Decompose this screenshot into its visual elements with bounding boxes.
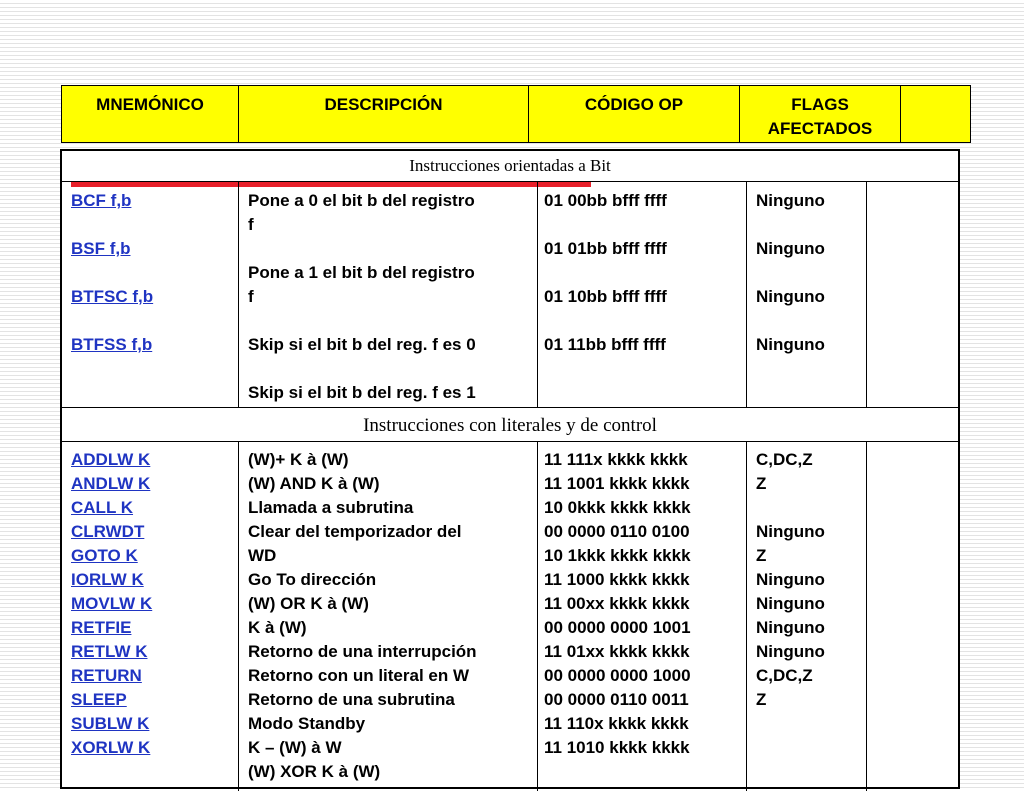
description-text: Pone a 1 el bit b del registro xyxy=(248,263,475,282)
opcode-text: 11 01xx kkkk kkkk xyxy=(544,642,690,661)
flags-text: Ninguno xyxy=(756,191,825,210)
mnemonic-link-goto[interactable]: GOTO K xyxy=(71,546,138,565)
description-text: Llamada a subrutina xyxy=(248,498,414,517)
opcode-text: 01 11bb bfff ffff xyxy=(544,335,666,354)
opcode-text: 11 110x kkkk kkkk xyxy=(544,714,689,733)
opcode-text: 00 0000 0110 0100 xyxy=(544,522,690,541)
flags-text xyxy=(756,496,825,520)
description-text: (W) OR K à (W) xyxy=(248,594,369,613)
header-mnemonico: MNEMÓNICO xyxy=(62,86,239,142)
column-divider xyxy=(866,181,867,408)
description-text: f xyxy=(248,215,254,234)
section-title-literal: Instrucciones con literales y de control xyxy=(363,415,657,436)
opcode-text: 11 1010 kkkk kkkk xyxy=(544,738,690,757)
description-text: (W) XOR K à (W) xyxy=(248,762,381,781)
header-flags xyxy=(740,86,901,142)
flags-text: Ninguno xyxy=(756,239,825,258)
literal-flags-column xyxy=(756,448,825,712)
mnemonic-link-sublw[interactable]: SUBLW K xyxy=(71,714,150,733)
opcode-text: 10 0kkk kkkk kkkk xyxy=(544,498,691,517)
header-flags-line2: AFECTADOS xyxy=(767,119,873,138)
description-text: K – (W) à W xyxy=(248,738,342,757)
mnemonic-link-movlw[interactable]: MOVLW K xyxy=(71,594,153,613)
mnemonic-link-retlw[interactable]: RETLW K xyxy=(71,642,148,661)
description-text: K à (W) xyxy=(248,618,307,637)
column-divider xyxy=(537,181,538,408)
literal-opcode-column xyxy=(544,448,691,760)
column-divider xyxy=(238,181,239,408)
bit-mnemonic-column xyxy=(71,189,153,357)
opcode-text: 00 0000 0000 1000 xyxy=(544,666,691,685)
mnemonic-link-bsf[interactable]: BSF f,b xyxy=(71,239,131,258)
mnemonic-link-call[interactable]: CALL K xyxy=(71,498,134,517)
column-divider xyxy=(537,441,538,791)
opcode-text: 01 01bb bfff ffff xyxy=(544,239,667,258)
column-divider xyxy=(746,441,747,791)
flags-text: Z xyxy=(756,690,767,709)
flags-text: Ninguno xyxy=(756,287,825,306)
description-text: f xyxy=(248,287,254,306)
description-text: Skip si el bit b del reg. f es 0 xyxy=(248,335,476,354)
opcode-text: 11 111x kkkk kkkk xyxy=(544,450,688,469)
flags-text: Z xyxy=(756,546,767,565)
mnemonic-link-clrwdt[interactable]: CLRWDT xyxy=(71,522,145,541)
opcode-text: 00 0000 0000 1001 xyxy=(544,618,691,637)
header-empty-cell xyxy=(901,86,970,142)
red-accent-bar xyxy=(71,182,591,187)
description-text: WD xyxy=(248,546,277,565)
opcode-text: 11 1000 kkkk kkkk xyxy=(544,570,690,589)
column-divider xyxy=(866,441,867,791)
flags-text: C,DC,Z xyxy=(756,450,813,469)
description-text: (W) AND K à (W) xyxy=(248,474,380,493)
flags-text: Ninguno xyxy=(756,594,825,613)
divider xyxy=(62,407,958,408)
flags-text: Ninguno xyxy=(756,618,825,637)
opcode-text: 11 1001 kkkk kkkk xyxy=(544,474,690,493)
mnemonic-link-retfie[interactable]: RETFIE xyxy=(71,618,132,637)
mnemonic-link-return[interactable]: RETURN xyxy=(71,666,142,685)
flags-text: Ninguno xyxy=(756,642,825,661)
instruction-table xyxy=(60,149,960,789)
opcode-text: 11 00xx kkkk kkkk xyxy=(544,594,690,613)
literal-description-column xyxy=(248,448,477,784)
mnemonic-link-andlw[interactable]: ANDLW K xyxy=(71,474,151,493)
section-title-bit: Instrucciones orientadas a Bit xyxy=(409,156,611,175)
column-divider xyxy=(238,441,239,791)
column-divider xyxy=(746,181,747,408)
opcode-text: 10 1kkk kkkk kkkk xyxy=(544,546,691,565)
description-text: Go To dirección xyxy=(248,570,377,589)
divider xyxy=(62,441,958,442)
description-text: Retorno de una subrutina xyxy=(248,690,455,709)
flags-text: Ninguno xyxy=(756,522,825,541)
description-text: Retorno con un literal en W xyxy=(248,666,470,685)
mnemonic-link-btfss[interactable]: BTFSS f,b xyxy=(71,335,153,354)
description-text: Modo Standby xyxy=(248,714,366,733)
mnemonic-link-bcf[interactable]: BCF f,b xyxy=(71,191,132,210)
opcode-text: 01 10bb bfff ffff xyxy=(544,287,667,306)
mnemonic-link-iorlw[interactable]: IORLW K xyxy=(71,570,144,589)
bit-opcode-column xyxy=(544,189,667,357)
opcode-text: 01 00bb bfff ffff xyxy=(544,191,667,210)
flags-text: Z xyxy=(756,474,767,493)
description-text: Clear del temporizador del xyxy=(248,522,462,541)
description-text: Skip si el bit b del reg. f es 1 xyxy=(248,383,476,402)
header-flags-line1: FLAGS xyxy=(791,95,849,114)
description-text: Pone a 0 el bit b del registro xyxy=(248,191,475,210)
mnemonic-link-xorlw[interactable]: XORLW K xyxy=(71,738,151,757)
literal-mnemonic-column xyxy=(71,448,152,760)
bit-flags-column xyxy=(756,189,825,357)
table-header xyxy=(61,85,971,143)
mnemonic-link-sleep[interactable]: SLEEP xyxy=(71,690,127,709)
mnemonic-link-btfsc[interactable]: BTFSC f,b xyxy=(71,287,154,306)
flags-text: Ninguno xyxy=(756,335,825,354)
mnemonic-link-addlw[interactable]: ADDLW K xyxy=(71,450,151,469)
bit-description-column xyxy=(248,189,476,405)
flags-text: Ninguno xyxy=(756,570,825,589)
description-text: (W)+ K à (W) xyxy=(248,450,349,469)
header-descripcion: DESCRIPCIÓN xyxy=(239,86,529,142)
header-codigo-op: CÓDIGO OP xyxy=(529,86,740,142)
opcode-text: 00 0000 0110 0011 xyxy=(544,690,689,709)
description-text: Retorno de una interrupción xyxy=(248,642,477,661)
flags-text: C,DC,Z xyxy=(756,666,813,685)
